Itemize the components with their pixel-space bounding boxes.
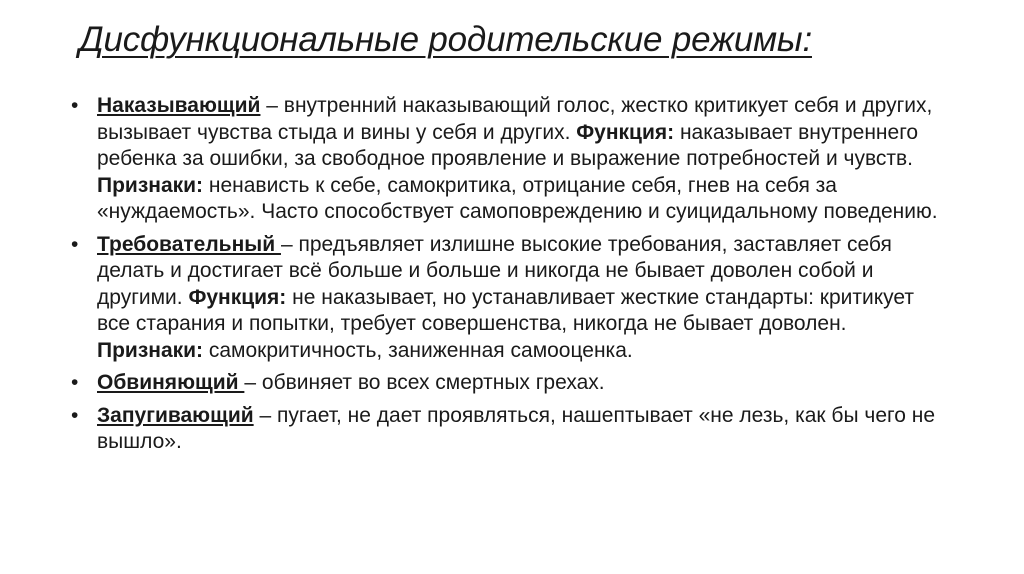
- modes-list: [71, 93, 951, 462]
- list-item-blaming: [71, 370, 951, 397]
- function-label: Функция:: [576, 120, 675, 144]
- signs-label: Признаки:: [97, 173, 204, 197]
- mode-term: Требовательный: [97, 232, 281, 256]
- function-label: Функция:: [188, 285, 287, 309]
- function-text: не наказывает, но устанавливает жесткие стандарты: критикует все старания и попытки, требует совершенства, никогда не бывает доволен.: [97, 285, 914, 335]
- list-item-punishing: [71, 93, 951, 226]
- mode-description: – обвиняет во всех смертных грехах.: [244, 371, 605, 394]
- mode-term: Обвиняющий: [97, 371, 245, 394]
- bullet-icon: •: [71, 232, 79, 256]
- bullet-icon: •: [71, 371, 79, 394]
- list-item-demanding: [71, 232, 951, 365]
- signs-text: ненависть к себе, самокритика, отрицание себя, гнев на себя за «нуждаемость». Часто способствует самоповреждению и суицидальному поведению.: [97, 173, 938, 223]
- bullet-icon: •: [71, 403, 79, 427]
- signs-label: Признаки:: [97, 338, 204, 362]
- mode-term: Запугивающий: [97, 403, 254, 427]
- mode-term: Наказывающий: [97, 94, 261, 117]
- mode-description: – пугает, не дает проявляться, нашептывает «не лезь, как бы чего не вышло».: [97, 403, 935, 453]
- list-item-intimidating: [71, 403, 951, 456]
- bullet-icon: •: [71, 94, 79, 117]
- slide-title: Дисфункциональные родительские режимы:: [79, 20, 812, 59]
- mode-description: – внутренний наказывающий голос, жестко критикует себя и других, вызывает чувства стыда и вины у себя и других.: [97, 94, 933, 144]
- mode-description: – предъявляет излишне высокие требования, заставляет себя делать и достигает всё больше и больше и никогда не бывает доволен собой и другими.: [97, 232, 892, 309]
- signs-text: самокритичность, заниженная самооценка.: [203, 338, 633, 362]
- function-text: наказывает внутреннего ребенка за ошибки, за свободное проявление и выражение потребностей и чувств.: [97, 120, 919, 170]
